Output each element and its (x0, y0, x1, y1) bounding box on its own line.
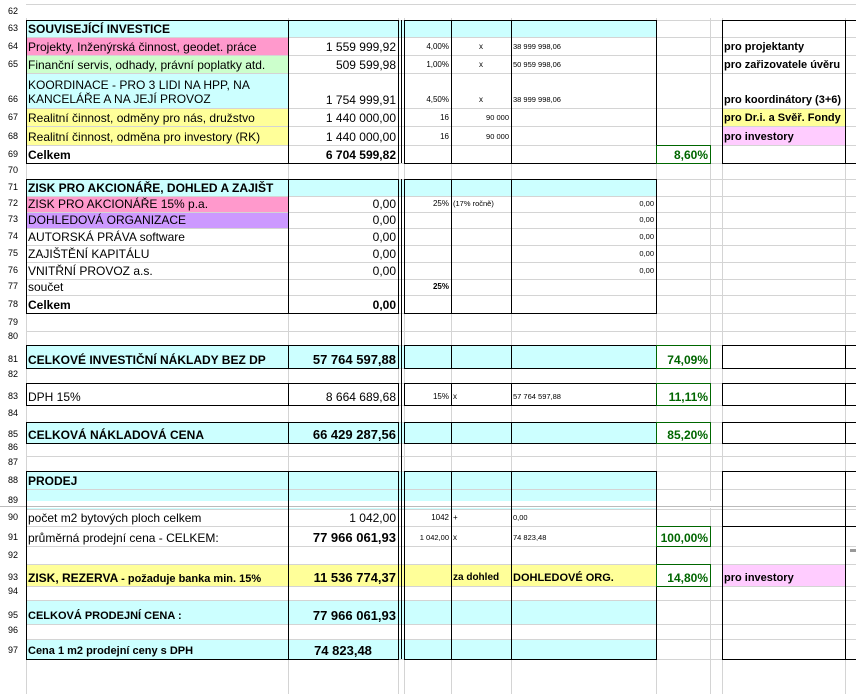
double-line (401, 509, 402, 659)
note-cell[interactable]: pro projektanty (724, 41, 805, 53)
block-border (404, 422, 452, 444)
note-border (845, 20, 856, 164)
row-label[interactable]: ZISK PRO AKCIONÁŘE 15% p.a. (28, 197, 209, 211)
row-label-line: KANCELÁŘE A NA JEJÍ PROVOZ (28, 92, 211, 106)
total-label[interactable]: Celkem (28, 298, 71, 312)
total-amount[interactable]: 6 704 599,82 (325, 148, 396, 162)
percent-cell[interactable]: 1,00% (426, 60, 449, 69)
row-number: 88 (8, 475, 19, 485)
row-number: 87 (8, 457, 19, 467)
operator-cell[interactable]: 90 000 (486, 132, 509, 141)
note-border (845, 471, 856, 527)
cost-price-label[interactable]: CELKOVÁ NÁKLADOVÁ CENA (28, 428, 205, 442)
row-label[interactable]: AUTORSKÁ PRÁVA software (28, 230, 185, 244)
percent-cell[interactable]: 16 (440, 113, 449, 122)
note-border (845, 526, 856, 660)
reserve-label-suffix: - požaduje banka min. 15% (121, 573, 262, 585)
area-label[interactable]: počet m2 bytových ploch celkem (28, 511, 202, 525)
note-border (722, 383, 846, 406)
row-number: 72 (8, 198, 19, 208)
row-number: 95 (8, 610, 19, 620)
cost-price-amount[interactable]: 66 429 287,56 (312, 427, 396, 442)
unit-price-value[interactable]: 74 823,48 (314, 643, 372, 658)
total-amount[interactable]: 0,00 (372, 298, 396, 312)
operator-cell[interactable]: 90 000 (486, 113, 509, 122)
row-number: 76 (8, 265, 19, 275)
reserve-supervision[interactable]: za dohled (453, 572, 500, 583)
section-title[interactable]: ZISK PRO AKCIONÁŘE, DOHLED A ZAJIŠT (28, 181, 274, 195)
row-number: 68 (8, 131, 19, 141)
vat-operator[interactable]: x (453, 392, 457, 401)
amount-cell[interactable]: 1 440 000,00 (325, 130, 396, 144)
area-base[interactable]: 0,00 (513, 513, 528, 522)
row-number: 94 (8, 586, 19, 596)
vat-share[interactable]: 11,11% (668, 390, 708, 404)
base-cell[interactable]: 0,00 (639, 232, 654, 241)
row-number: 66 (8, 94, 19, 104)
avg-price-operator[interactable]: x (453, 533, 457, 542)
edge-mark (850, 549, 856, 552)
base-cell[interactable] (511, 126, 656, 145)
double-line (401, 313, 402, 509)
reserve-note[interactable]: pro investory (724, 572, 794, 584)
row-label-line: KOORDINACE - PRO 3 LIDI NA HPP, NA (28, 78, 250, 92)
note-border (722, 345, 846, 369)
block-border (404, 345, 452, 369)
block-border (451, 345, 512, 369)
amount-cell[interactable]: 1 440 000,00 (325, 111, 396, 125)
operator-cell[interactable]: x (479, 60, 483, 69)
row-number: 90 (8, 512, 19, 522)
sum-label[interactable]: součet (28, 280, 64, 294)
double-line (401, 179, 402, 313)
amount-cell[interactable]: 509 599,98 (335, 58, 396, 72)
gridline-h (26, 331, 856, 332)
row-number: 70 (8, 165, 19, 175)
row-number: 85 (8, 429, 19, 439)
avg-price-area[interactable]: 1 042,00 (419, 533, 449, 542)
row-number: 67 (8, 112, 19, 122)
base-cell[interactable]: 50 959 998,06 (513, 60, 561, 69)
note-border (722, 471, 846, 527)
sale-price-label[interactable]: CELKOVÁ PRODEJNÍ CENA : (28, 610, 182, 622)
percent-cell[interactable]: 4,50% (426, 95, 449, 104)
amount-cell[interactable]: 1 559 999,92 (325, 40, 396, 54)
base-cell[interactable]: 0,00 (639, 215, 654, 224)
total-percent[interactable]: 8,60% (673, 148, 708, 162)
percent-cell[interactable]: 4,00% (426, 42, 449, 51)
percent-cell[interactable]: 16 (440, 132, 449, 141)
base-cell[interactable]: 0,00 (639, 199, 654, 208)
note-border (845, 422, 856, 444)
row-label[interactable] (26, 73, 288, 108)
operator-cell[interactable]: x (479, 95, 483, 104)
reserve-org[interactable]: DOHLEDOVÉ ORG. (513, 572, 614, 584)
note-cell[interactable]: (17% ročně) (453, 199, 494, 208)
area-count[interactable]: 1042 (431, 513, 449, 522)
row-number: 64 (8, 41, 19, 51)
amount-cell[interactable]: 0,00 (372, 247, 396, 261)
block-border (451, 422, 512, 444)
row-number: 62 (8, 6, 19, 16)
row-number: 96 (8, 625, 19, 635)
vat-amount[interactable]: 8 664 689,68 (325, 390, 396, 404)
total-investment-percent[interactable]: 74,09% (667, 353, 708, 367)
block-border (511, 345, 657, 369)
row-number: 83 (8, 391, 19, 401)
row-number: 97 (8, 645, 19, 655)
row-label[interactable]: Realitní činnost, odměny pro nás, družstvo (28, 111, 255, 125)
note-border (722, 422, 846, 444)
row-number: 71 (8, 182, 19, 192)
avg-price-percent[interactable]: 100,00% (660, 531, 708, 545)
section-title[interactable]: SOUVISEJÍCÍ INVESTICE (28, 22, 171, 36)
sum-percent[interactable]: 25% (432, 282, 449, 291)
gridline-h (26, 456, 856, 457)
note-border (722, 526, 846, 660)
reserve-label[interactable] (26, 564, 288, 586)
row-number: 79 (8, 317, 19, 327)
total-investment-amount[interactable]: 57 764 597,88 (312, 352, 396, 367)
area-operator[interactable]: + (453, 513, 458, 522)
row-number: 74 (8, 231, 19, 241)
row-number: 77 (8, 281, 19, 291)
row-label[interactable]: Realitní činnost, odměna pro investory (RK) (28, 130, 261, 144)
row-number: 69 (8, 149, 19, 159)
vat-percent[interactable]: 15% (432, 392, 449, 401)
amount-cell[interactable]: 0,00 (372, 197, 396, 211)
row-number: 73 (8, 214, 19, 224)
vat-base[interactable]: 57 764 597,88 (513, 392, 561, 401)
block-border (511, 422, 657, 444)
area-value[interactable]: 1 042,00 (349, 511, 396, 525)
row-number: 63 (8, 23, 19, 33)
avg-price-base[interactable]: 74 823,48 (513, 533, 547, 542)
operator-cell[interactable]: x (479, 42, 483, 51)
base-cell[interactable]: 0,00 (639, 249, 654, 258)
avg-price-label[interactable]: průměrná prodejní cena - CELKEM: (28, 531, 219, 545)
base-cell[interactable]: 38 999 998,06 (513, 42, 561, 51)
note-cell[interactable]: pro koordinátory (3+6) (724, 94, 842, 106)
note-cell[interactable]: pro zařizovatele úvěru (724, 59, 841, 71)
vat-label[interactable]: DPH 15% (28, 390, 81, 404)
amount-cell[interactable]: 0,00 (372, 213, 396, 227)
row-number: 75 (8, 248, 19, 258)
gridline-h (26, 4, 856, 5)
note-cell[interactable]: pro Dr.i. a Svěř. Fondy (724, 112, 841, 124)
block-border (404, 471, 452, 660)
row-number: 81 (8, 354, 19, 364)
reserve-value[interactable]: 11 536 774,37 (313, 570, 396, 585)
amount-cell[interactable]: 0,00 (372, 230, 396, 244)
unit-price-label[interactable]: Cena 1 m2 prodejní ceny s DPH (28, 645, 194, 657)
row-label[interactable]: Finanční servis, odhady, právní poplatky atd. (28, 58, 266, 72)
row-number: 78 (8, 299, 19, 309)
row-label[interactable]: Projekty, Inženýrská činnost, geodet. práce (28, 40, 257, 54)
reserve-percent[interactable]: 14,80% (667, 571, 708, 585)
double-line (401, 20, 402, 163)
row-label[interactable]: VNITŘNÍ PROVOZ a.s. (28, 264, 153, 278)
row-number: 82 (8, 369, 19, 379)
row-number: 65 (8, 59, 19, 69)
amount-cell[interactable]: 0,00 (372, 264, 396, 278)
row-number: 84 (8, 408, 19, 418)
total-label[interactable]: Celkem (28, 148, 71, 162)
base-cell[interactable] (511, 108, 656, 126)
cost-price-percent[interactable]: 85,20% (667, 428, 708, 442)
row-number: 92 (8, 550, 19, 560)
avg-price-value[interactable]: 77 966 061,93 (312, 530, 396, 545)
section-title[interactable]: PRODEJ (28, 474, 78, 488)
percent-cell[interactable]: 25% (432, 199, 449, 208)
total-investment-label[interactable]: CELKOVÉ INVESTIČNÍ NÁKLADY BEZ DP (28, 353, 266, 367)
base-cell[interactable]: 38 999 998,06 (513, 95, 561, 104)
base-cell[interactable]: 0,00 (639, 266, 654, 275)
row-number: 80 (8, 331, 19, 341)
row-number: 89 (8, 495, 19, 505)
note-border (845, 345, 856, 369)
sale-price-value[interactable]: 77 966 061,93 (312, 608, 396, 623)
note-border (845, 383, 856, 406)
row-number: 86 (8, 442, 19, 452)
row-label[interactable]: DOHLEDOVÁ ORGANIZACE (28, 213, 187, 227)
row-label[interactable]: ZAJIŠTĚNÍ KAPITÁLU (28, 247, 150, 261)
row-number: 93 (8, 572, 19, 582)
reserve-label-main: ZISK, REZERVA (28, 571, 122, 585)
row-number: 91 (8, 532, 19, 542)
note-cell[interactable]: pro investory (724, 131, 794, 143)
amount-cell[interactable]: 1 754 999,91 (325, 93, 396, 107)
